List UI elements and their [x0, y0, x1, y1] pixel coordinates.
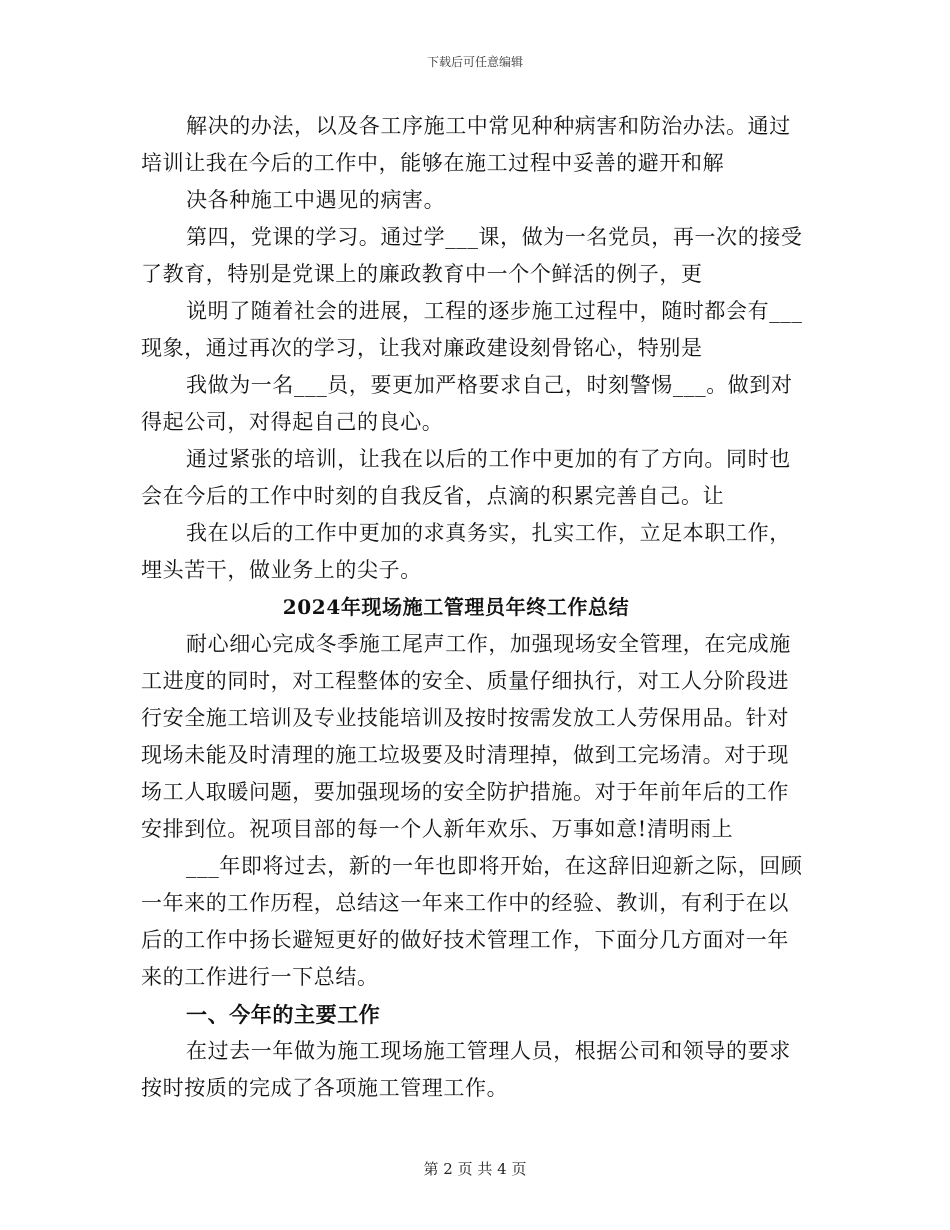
text-line: 得起公司，对得起自己的良心。: [141, 410, 444, 434]
text-line: 按时按质的完成了各项施工管理工作。: [141, 1076, 509, 1100]
text-line: 我做为一名___员，要更加严格要求自己，时刻警惕___。做到对: [186, 373, 793, 397]
text-line: 场工人取暖问题，要加强现场的安全防护措施。对于年前年后的工作: [141, 780, 789, 804]
text-line: 解决的办法，以及各工序施工中常见种种病害和防治办法。通过: [186, 114, 791, 138]
text-line: 后的工作中扬长避短更好的做好技术管理工作，下面分几方面对一年: [141, 928, 789, 952]
page-number: 第 2 页 共 4 页: [423, 1160, 527, 1178]
text-line: 安排到位。祝项目部的每一个人新年欢乐、万事如意!清明雨上: [141, 817, 734, 841]
text-line: 现场未能及时清理的施工垃圾要及时清理掉，做到工完场清。对于现: [141, 743, 789, 767]
section-heading: 一、今年的主要工作: [186, 1002, 381, 1027]
text-line: 在过去一年做为施工现场施工管理人员，根据公司和领导的要求: [186, 1039, 791, 1063]
text-line: 来的工作进行一下总结。: [141, 965, 379, 989]
text-line: 耐心细心完成冬季施工尾声工作，加强现场安全管理，在完成施: [186, 632, 791, 656]
text-line: 培训让我在今后的工作中，能够在施工过程中妥善的避开和解: [141, 151, 725, 175]
section-title: 2024年现场施工管理员年终工作总结: [282, 595, 630, 619]
header-note: 下载后可任意编辑: [426, 55, 523, 69]
text-line: 现象，通过再次的学习，让我对廉政建设刻骨铭心，特别是: [141, 336, 703, 360]
text-line: 了教育，特别是党课上的廉政教育中一个个鲜活的例子，更: [141, 262, 703, 286]
text-line: 行安全施工培训及专业技能培训及按时按需发放工人劳保用品。针对: [141, 706, 789, 730]
text-line: 一年来的工作历程，总结这一年来工作中的经验、教训，有利于在以: [141, 891, 789, 915]
document-body: [141, 108, 811, 1107]
text-line: 通过紧张的培训，让我在以后的工作中更加的有了方向。同时也: [186, 447, 791, 471]
text-line: 工进度的同时，对工程整体的安全、质量仔细执行，对工人分阶段进: [141, 669, 789, 693]
text-line: ___年即将过去，新的一年也即将开始，在这辞旧迎新之际，回顾: [186, 854, 803, 878]
text-line: 埋头苦干，做业务上的尖子。: [141, 558, 422, 582]
text-line: 决各种施工中遇见的病害。: [186, 188, 446, 212]
text-line: 第四，党课的学习。通过学___课，做为一名党员，再一次的接受: [186, 225, 803, 249]
text-line: 说明了随着社会的进展，工程的逐步施工过程中，随时都会有___: [186, 299, 803, 323]
text-line: 我在以后的工作中更加的求真务实，扎实工作，立足本职工作，: [186, 521, 791, 545]
text-line: 会在今后的工作中时刻的自我反省，点滴的积累完善自己。让: [141, 484, 725, 508]
